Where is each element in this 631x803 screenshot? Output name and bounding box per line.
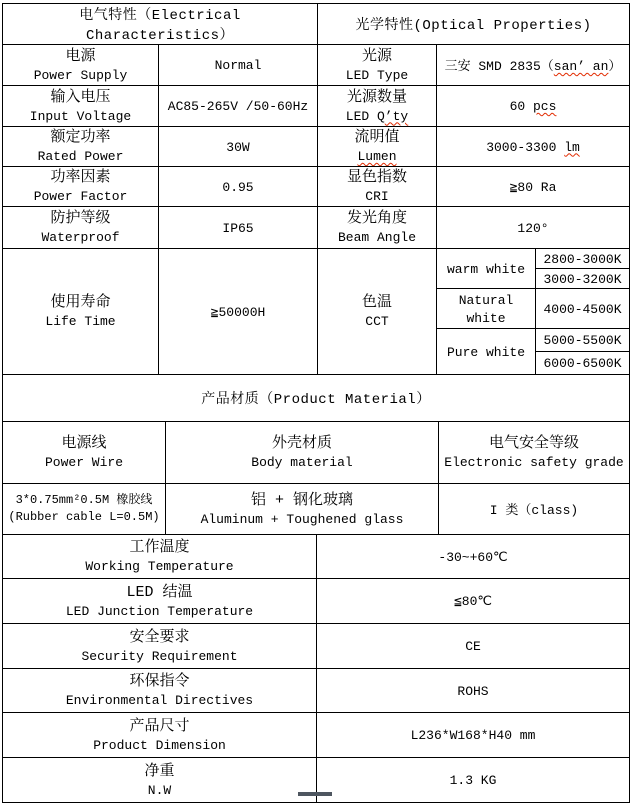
cct-value: 3000-3200K bbox=[536, 269, 630, 289]
electrical-header-text: 电气特性（Electrical Characteristics） bbox=[79, 8, 241, 44]
table-row bbox=[3, 86, 630, 127]
product-material-header-text: 产品材质（Product Material） bbox=[201, 392, 431, 408]
spellcheck-text: Lumen bbox=[357, 149, 397, 164]
cct-pure-white-label: Pure white bbox=[437, 329, 536, 375]
label-en: Power Factor bbox=[33, 189, 128, 204]
label-en: LED Junction Temperature bbox=[65, 603, 254, 619]
cct-value: 6000-6500K bbox=[536, 352, 630, 375]
cri-label bbox=[318, 167, 437, 207]
spellcheck-text: pcs bbox=[533, 99, 557, 114]
label-cn: 色温 bbox=[361, 294, 392, 311]
security-requirement-label bbox=[3, 624, 317, 669]
environmental-directives-value: ROHS bbox=[317, 669, 630, 713]
led-qty-value: 60 pcs bbox=[437, 86, 630, 127]
led-junction-temperature-value: ≦80℃ bbox=[317, 579, 630, 624]
label-cn: 流明值 bbox=[354, 129, 400, 146]
led-type-value: 三安 SMD 2835（san’ an） bbox=[437, 45, 630, 86]
label-cn: 环保指令 bbox=[129, 673, 190, 690]
label-en: Product Dimension bbox=[93, 737, 226, 753]
product-dimension-value: L236*W168*H40 mm bbox=[317, 713, 630, 758]
label-cn: 电源线 bbox=[61, 435, 107, 452]
cct-label bbox=[318, 249, 437, 375]
environmental-directives-label bbox=[3, 669, 317, 713]
cri-value: ≧80 Ra bbox=[437, 167, 630, 207]
table-row bbox=[3, 45, 630, 86]
power-factor-value: 0.95 bbox=[159, 167, 318, 207]
general-specs-table bbox=[2, 534, 630, 803]
label-en: Power Supply bbox=[33, 67, 128, 83]
label-en: Electronic safety grade bbox=[444, 455, 624, 470]
table-row bbox=[3, 207, 630, 249]
power-supply-label bbox=[3, 45, 159, 86]
working-temperature-value: -30~+60℃ bbox=[317, 535, 630, 579]
table-row bbox=[3, 4, 630, 45]
label-cn: 显色指数 bbox=[346, 169, 407, 186]
spellcheck-text: san’ an bbox=[553, 59, 609, 74]
label-cn: 净重 bbox=[144, 762, 175, 780]
label-cn: 安全要求 bbox=[129, 628, 190, 646]
rated-power-value: 30W bbox=[159, 127, 318, 167]
label-cn: 电源 bbox=[65, 47, 96, 65]
power-wire-value: 3*0.75mm²0.5M 橡胶线 (Rubber cable L=0.5M) bbox=[3, 484, 166, 535]
working-temperature-label bbox=[3, 535, 317, 579]
label-cn: 光源数量 bbox=[346, 88, 407, 106]
label-en: Security Requirement bbox=[81, 648, 238, 664]
lumen-value: 3000-3300 lm bbox=[437, 127, 630, 167]
label-cn: 光源 bbox=[361, 47, 392, 65]
power-wire-label bbox=[3, 422, 166, 484]
label-en bbox=[320, 148, 434, 165]
electrical-optical-table bbox=[2, 3, 630, 375]
life-time-label bbox=[3, 249, 159, 375]
led-type-label bbox=[318, 45, 437, 86]
label-en: Environmental Directives bbox=[65, 693, 254, 708]
cct-value: 5000-5500K bbox=[536, 329, 630, 352]
label-cn: 额定功率 bbox=[50, 129, 111, 146]
label-en: LED Type bbox=[345, 67, 409, 83]
label-en: CRI bbox=[365, 189, 389, 204]
optical-header-text: 光学特性(Optical Properties) bbox=[355, 18, 592, 34]
cct-value: 2800-3000K bbox=[536, 249, 630, 269]
label-en: Input Voltage bbox=[29, 108, 132, 124]
safety-grade-label bbox=[439, 422, 630, 484]
rated-power-label bbox=[3, 127, 159, 167]
label-cn: 防护等级 bbox=[50, 210, 111, 227]
table-row bbox=[3, 127, 630, 167]
label-cn: 外壳材质 bbox=[271, 435, 332, 452]
label-cn: 输入电压 bbox=[50, 88, 111, 106]
label-cn: 使用寿命 bbox=[50, 294, 111, 311]
spec-sheet bbox=[2, 3, 629, 803]
cct-value: 4000-4500K bbox=[536, 289, 630, 329]
table-row bbox=[3, 713, 630, 758]
label-cn: 功率因素 bbox=[50, 169, 111, 186]
waterproof-label bbox=[3, 207, 159, 249]
label-cn: 电气安全等级 bbox=[488, 435, 579, 452]
table-row bbox=[3, 579, 630, 624]
table-row bbox=[3, 535, 630, 579]
body-material-value: 铝 + 钢化玻璃 Aluminum + Toughened glass bbox=[166, 484, 439, 535]
electrical-section-header bbox=[3, 4, 318, 45]
table-row bbox=[3, 669, 630, 713]
label-cn: 产品尺寸 bbox=[129, 717, 190, 735]
table-row bbox=[3, 624, 630, 669]
table-row bbox=[3, 167, 630, 207]
table-row bbox=[3, 375, 630, 422]
net-weight-value: 1.3 KG bbox=[317, 758, 630, 803]
label-en: Working Temperature bbox=[85, 559, 234, 574]
led-junction-temperature-label bbox=[3, 579, 317, 624]
cct-natural-white-label: Natural white bbox=[437, 289, 536, 329]
spellcheck-text: ’ty bbox=[384, 108, 409, 124]
beam-angle-label bbox=[318, 207, 437, 249]
power-supply-value: Normal bbox=[159, 45, 318, 86]
table-row bbox=[3, 484, 630, 535]
product-material-table bbox=[2, 374, 630, 535]
lumen-label bbox=[318, 127, 437, 167]
label-en: N.W bbox=[147, 782, 172, 798]
input-voltage-label bbox=[3, 86, 159, 127]
table-row bbox=[3, 422, 630, 484]
table-row bbox=[3, 249, 630, 269]
label-en: Rated Power bbox=[37, 149, 124, 164]
led-qty-label bbox=[318, 86, 437, 127]
label-en: LED Q’ty bbox=[345, 108, 409, 124]
label-cn: 发光角度 bbox=[346, 210, 407, 227]
label-en: Waterproof bbox=[41, 230, 120, 245]
spellcheck-text: lm bbox=[564, 139, 580, 155]
beam-angle-value: 120° bbox=[437, 207, 630, 249]
scrollbar-thumb[interactable] bbox=[298, 792, 332, 796]
security-requirement-value: CE bbox=[317, 624, 630, 669]
safety-grade-value: I 类（class) bbox=[439, 484, 630, 535]
input-voltage-value: AC85-265V /50-60Hz bbox=[159, 86, 318, 127]
product-dimension-label bbox=[3, 713, 317, 758]
product-material-header bbox=[3, 375, 630, 422]
label-en: Power Wire bbox=[44, 455, 123, 470]
body-material-label bbox=[166, 422, 439, 484]
label-en: Beam Angle bbox=[337, 230, 416, 245]
label-cn: LED 结温 bbox=[126, 583, 193, 601]
waterproof-value: IP65 bbox=[159, 207, 318, 249]
label-en: Body material bbox=[251, 455, 353, 470]
cct-warm-white-label: warm white bbox=[437, 249, 536, 289]
optical-section-header bbox=[318, 4, 630, 45]
power-factor-label bbox=[3, 167, 159, 207]
label-en: Life Time bbox=[45, 314, 116, 329]
life-time-value: ≧50000H bbox=[159, 249, 318, 375]
label-en: CCT bbox=[365, 314, 389, 329]
label-cn: 工作温度 bbox=[129, 539, 190, 556]
